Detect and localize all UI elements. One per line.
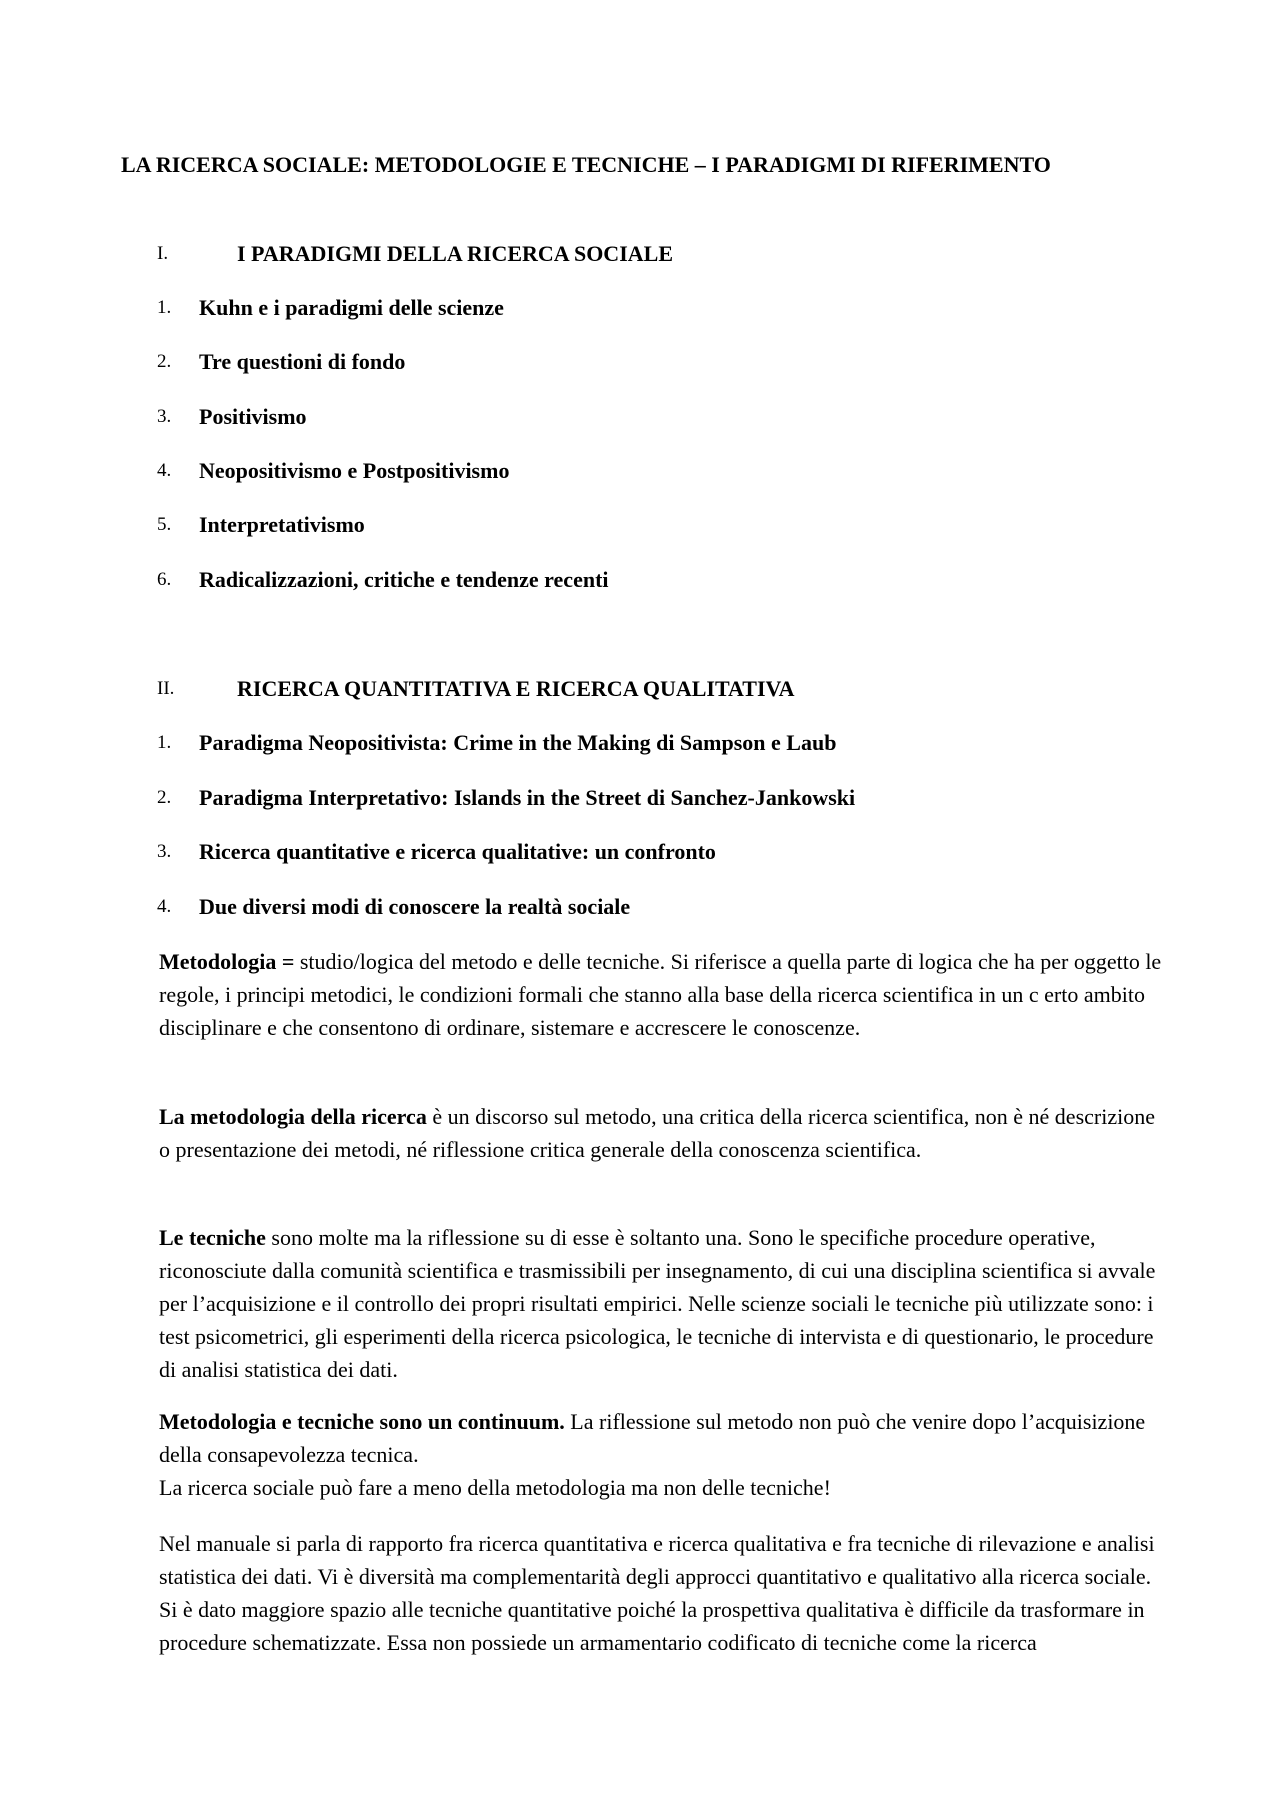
paragraph-text: La riflessione sul metodo non può che venire dopo l’acquisizione della consapevolezza tecnica. <box>159 1409 1146 1467</box>
paragraph-text: studio/logica del metodo e delle tecniche. Si riferisce a quella parte di logica che ha per oggetto le regole, i principi metodici, le condizioni formali che stanno alla base della ricerca scientifica in un c erto ambito disciplinare e che consentono di ordinare, sistemare e accrescere le conoscenze. <box>159 949 1162 1040</box>
list-item-text: Ricerca quantitative e ricerca qualitative: un confronto <box>199 839 716 864</box>
list-item-text: Tre questioni di fondo <box>199 349 406 374</box>
document-title: LA RICERCA SOCIALE: METODOLOGIE E TECNICHE – I PARADIGMI DI RIFERIMENTO <box>121 152 1051 177</box>
list-item-text: Neopositivismo e Postpositivismo <box>199 458 510 483</box>
list-item <box>157 348 405 376</box>
paragraph-lead: Metodologia = <box>159 949 295 974</box>
list-item-text: Positivismo <box>199 404 307 429</box>
list-item <box>157 566 609 594</box>
paragraph-lead: Metodologia e tecniche sono un continuum. <box>159 1409 565 1434</box>
list-item-number: 1. <box>157 297 172 318</box>
list-item-text: Paradigma Interpretativo: Islands in the Street di Sanchez-Jankowski <box>199 785 856 810</box>
list-item <box>157 457 509 485</box>
list-item-text: Kuhn e i paradigmi delle scienze <box>199 295 504 320</box>
paragraph-continuum <box>159 1405 1169 1504</box>
section-numeral: I. <box>157 243 169 264</box>
paragraph-metodologia-ricerca <box>159 1100 1169 1166</box>
paragraph-lead: La metodologia della ricerca <box>159 1104 427 1129</box>
list-item-text: Interpretativismo <box>199 512 365 537</box>
list-item-text: Radicalizzazioni, critiche e tendenze recenti <box>199 567 609 592</box>
paragraph-text: è un discorso sul metodo, una critica della ricerca scientifica, non è né descrizione o presentazione dei metodi, né riflessione critica generale della conoscenza scientifica. <box>159 1104 1155 1162</box>
section-title: I PARADIGMI DELLA RICERCA SOCIALE <box>237 241 673 266</box>
list-item-number: 3. <box>157 406 172 427</box>
paragraph-manuale <box>159 1527 1169 1659</box>
list-item <box>157 784 855 812</box>
list-item-number: 4. <box>157 896 172 917</box>
list-item-number: 6. <box>157 569 172 590</box>
paragraph-metodologia <box>159 945 1169 1044</box>
list-item-number: 4. <box>157 460 172 481</box>
section-heading <box>157 240 673 268</box>
paragraph-lead: Le tecniche <box>159 1225 266 1250</box>
list-item-number: 3. <box>157 841 172 862</box>
paragraph-tecniche <box>159 1221 1169 1386</box>
paragraph-text: Nel manuale si parla di rapporto fra ricerca quantitativa e ricerca qualitativa e fra tecniche di rilevazione e analisi statistica dei dati. Vi è diversità ma complementarità degli approcci quantitativo e qualitativo alla ricerca sociale. Si è dato maggiore spazio alle tecniche quantitative poiché la prospettiva qualitativa è difficile da trasformare in procedure schematizzate. Essa non possiede un armamentario codificato di tecniche come la ricerca <box>159 1531 1155 1655</box>
list-item <box>157 893 630 921</box>
list-item <box>157 294 504 322</box>
section-heading <box>157 675 794 703</box>
list-item-text: Due diversi modi di conoscere la realtà sociale <box>199 894 631 919</box>
list-item-number: 1. <box>157 732 172 753</box>
list-item <box>157 403 307 431</box>
list-item-text: Paradigma Neopositivista: Crime in the Making di Sampson e Laub <box>199 730 837 755</box>
section-title: RICERCA QUANTITATIVA E RICERCA QUALITATIVA <box>237 676 795 701</box>
paragraph-text: sono molte ma la riflessione su di esse è soltanto una. Sono le specifiche procedure operative, riconosciute dalla comunità scientifica e trasmissibili per insegnamento, di cui una disciplina scientifica si avvale per l’acquisizione e il controllo dei propri risultati empirici. Nelle scienze sociali le tecniche più utilizzate sono: i test psicometrici, gli esperimenti della ricerca psicologica, le tecniche di intervista e di questionario, le procedure di analisi statistica dei dati. <box>159 1225 1156 1382</box>
list-item-number: 2. <box>157 351 172 372</box>
list-item-number: 2. <box>157 787 172 808</box>
list-item-number: 5. <box>157 514 172 535</box>
list-item <box>157 838 716 866</box>
section-numeral: II. <box>157 678 175 699</box>
list-item <box>157 729 836 757</box>
paragraph-text-line2: La ricerca sociale può fare a meno della metodologia ma non delle tecniche! <box>159 1475 831 1500</box>
list-item <box>157 511 365 539</box>
